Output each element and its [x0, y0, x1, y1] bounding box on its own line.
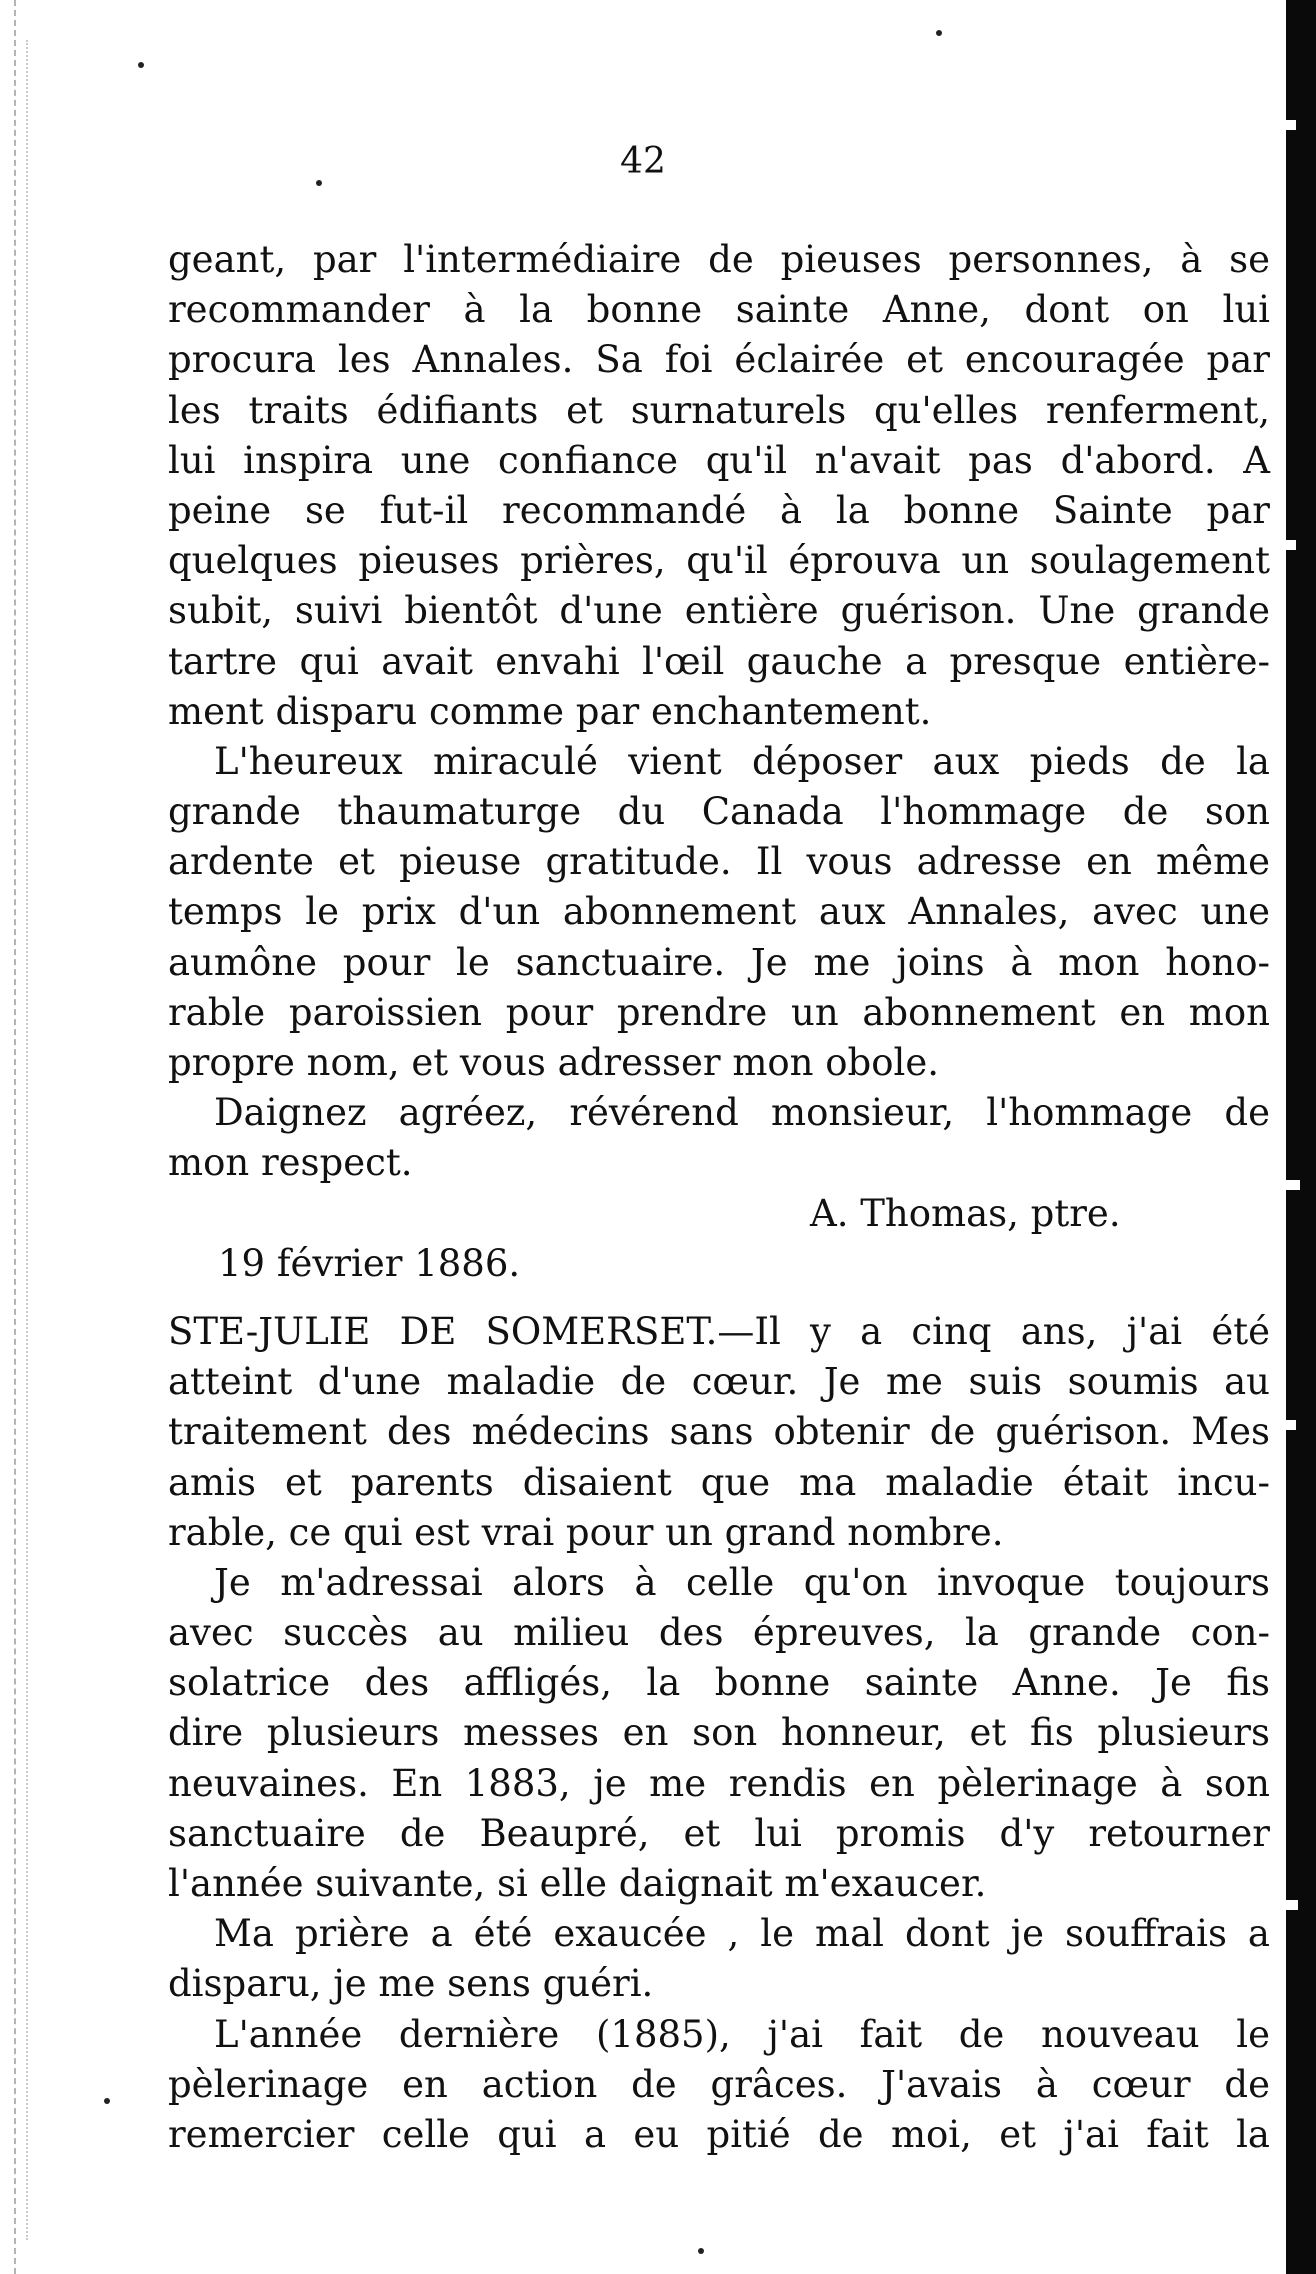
page-number: 42: [620, 141, 666, 182]
text-line: L'heureux miraculé vient déposer aux pieds de la: [214, 739, 1270, 783]
text-line: rable paroissien pour prendre un abonnement en mon: [168, 990, 1270, 1034]
text-line: lui inspira une confiance qu'il n'avait pas d'abord. A: [168, 438, 1270, 482]
text-line: temps le prix d'un abonnement aux Annales, avec une: [168, 890, 1270, 934]
text-line: A. Thomas, ptre.: [810, 1191, 1121, 1235]
text-line: sanctuaire de Beaupré, et lui promis d'y retourner: [168, 1811, 1270, 1855]
text-line: ment disparu comme par enchantement.: [168, 689, 932, 733]
text-line: les traits édifiants et surnaturels qu'elles renferment,: [168, 388, 1270, 432]
text-line: disparu, je me sens guéri.: [168, 1962, 654, 2006]
text-line: L'année dernière (1885), j'ai fait de nouveau le: [214, 2012, 1270, 2056]
text-line: remercier celle qui a eu pitié de moi, et j'ai fait la: [168, 2112, 1270, 2156]
text-line: Ma prière a été exaucée , le mal dont je souffrais a: [214, 1912, 1270, 1956]
text-line: geant, par l'intermédiaire de pieuses personnes, à se: [168, 238, 1270, 281]
text-line: Daignez agréez, révérend monsieur, l'hommage de: [214, 1091, 1270, 1135]
text-line: 19 février 1886.: [218, 1241, 521, 1285]
scan-right-edge: [1286, 0, 1316, 2274]
text-line: pèlerinage en action de grâces. J'avais à cœur de: [168, 2062, 1270, 2106]
edge-speck: [1286, 1420, 1296, 1430]
text-line: quelques pieuses prières, qu'il éprouva un soulagement: [168, 539, 1270, 583]
section-gap: [168, 1289, 1270, 1307]
scan-speck: [936, 30, 942, 36]
scan-speck: [138, 62, 144, 68]
text-line: mon respect.: [168, 1141, 413, 1185]
edge-speck: [1286, 120, 1296, 130]
text-line: propre nom, et vous adresser mon obole.: [168, 1041, 940, 1084]
edge-speck: [1286, 540, 1296, 550]
text-line: traitement des médecins sans obtenir de guérison. Mes: [168, 1410, 1270, 1454]
text-line: Je m'adressai alors à celle qu'on invoque toujours: [214, 1560, 1270, 1604]
text-line: STE-JULIE DE SOMERSET.—Il y a cinq ans, j'ai été: [168, 1309, 1270, 1353]
scan-left-edge: [0, 0, 16, 2274]
text-line: amis et parents disaient que ma maladie était incu-: [168, 1460, 1270, 1504]
text-line: neuvaines. En 1883, je me rendis en pèlerinage à son: [168, 1761, 1270, 1805]
text-line: avec succès au milieu des épreuves, la grande con-: [168, 1611, 1270, 1655]
text-line: rable, ce qui est vrai pour un grand nombre.: [168, 1510, 1004, 1554]
text-line: ardente et pieuse gratitude. Il vous adresse en même: [168, 840, 1270, 884]
scan-speck: [104, 2098, 110, 2104]
text-line: l'année suivante, si elle daignait m'exaucer.: [168, 1862, 987, 1905]
text-line: recommander à la bonne sainte Anne, dont on lui: [168, 288, 1270, 332]
text-line: peine se fut-il recommandé à la bonne Sainte par: [168, 488, 1270, 532]
text-line: aumône pour le sanctuaire. Je me joins à mon hono-: [168, 940, 1270, 984]
text-line: dire plusieurs messes en son honneur, et fis plusieurs: [168, 1711, 1270, 1755]
edge-speck: [1286, 1180, 1300, 1190]
text-line: atteint d'une maladie de cœur. Je me suis soumis au: [168, 1360, 1270, 1404]
scan-speck: [698, 2248, 704, 2254]
text-line: subit, suivi bientôt d'une entière guérison. Une grande: [168, 589, 1270, 633]
text-line: tartre qui avait envahi l'œil gauche a presque entière-: [168, 639, 1270, 683]
edge-speck: [1286, 1900, 1298, 1910]
text-line: grande thaumaturge du Canada l'hommage de son: [168, 790, 1270, 834]
document-body: [168, 235, 1270, 2160]
text-line: procura les Annales. Sa foi éclairée et encouragée par: [168, 338, 1270, 382]
text-line: solatrice des affligés, la bonne sainte Anne. Je fis: [168, 1661, 1270, 1705]
scan-left-gutter: [26, 40, 30, 2240]
